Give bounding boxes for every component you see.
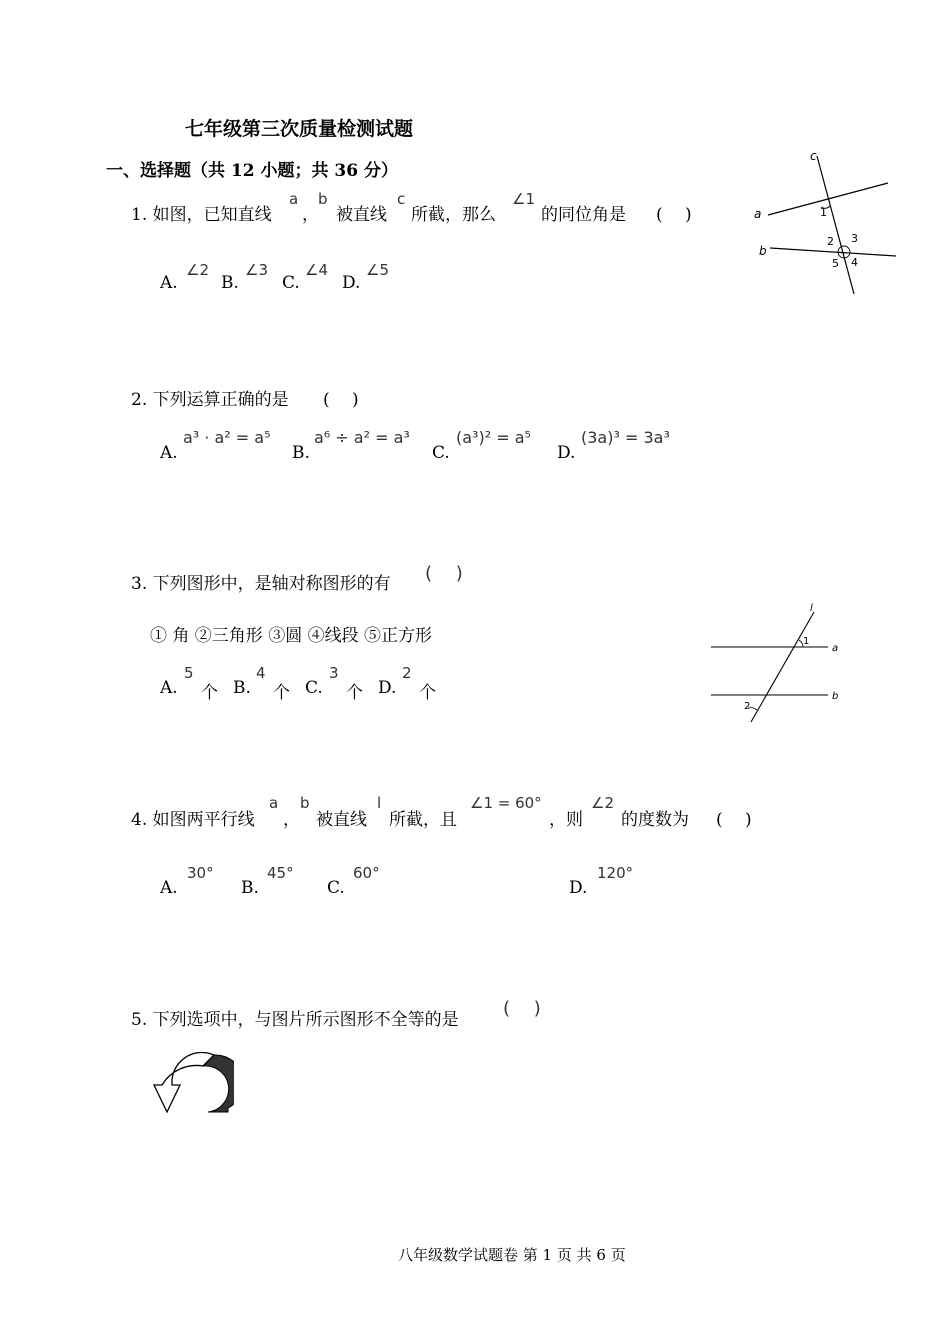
q4-var-l: l bbox=[377, 794, 382, 812]
q4-var-b: b bbox=[300, 794, 310, 812]
q1-stem-part1: 1. 如图，已知直线 bbox=[131, 205, 272, 225]
q1-fig-label-c: c bbox=[810, 149, 817, 163]
q3-option-a-value: 5 bbox=[184, 664, 194, 682]
q4-stem-part4: ，则 bbox=[549, 810, 583, 830]
q1-option-c-value: ∠4 bbox=[305, 261, 328, 279]
q4-line-l bbox=[751, 612, 814, 722]
q1-fig-label-2: 2 bbox=[827, 235, 834, 248]
q4-stem-part5: 的度数为 bbox=[621, 810, 689, 830]
q2-option-b-value: a⁶ ÷ a² = a³ bbox=[314, 428, 410, 447]
q5-arrow-head-outline bbox=[154, 1052, 214, 1112]
q1-line-a bbox=[768, 183, 888, 215]
q2-option-c-value: (a³)² = a⁵ bbox=[456, 428, 531, 447]
q2-option-b-label: B. bbox=[292, 443, 310, 463]
q1-option-a-label: A. bbox=[160, 273, 178, 293]
q1-fig-label-a: a bbox=[754, 207, 762, 221]
q4-option-d-label: D. bbox=[569, 878, 588, 898]
q1-angle: ∠1 bbox=[512, 190, 535, 208]
q4-var-a: a bbox=[269, 794, 279, 812]
q1-option-d-value: ∠5 bbox=[366, 261, 389, 279]
q4-option-a-label: A. bbox=[160, 878, 178, 898]
q4-answer-paren: ( ) bbox=[716, 810, 752, 830]
q3-option-b-value: 4 bbox=[256, 664, 266, 682]
page-footer: 八年级数学试题卷 第 1 页 共 6 页 bbox=[398, 1246, 626, 1264]
q1-option-c-label: C. bbox=[282, 273, 300, 293]
q1-option-d-label: D. bbox=[342, 273, 361, 293]
q3-option-c-value: 3 bbox=[329, 664, 339, 682]
q1-sep: ， bbox=[302, 205, 319, 225]
q2-option-a-value: a³ · a² = a⁵ bbox=[183, 428, 271, 447]
q1-fig-label-4: 4 bbox=[851, 256, 858, 269]
q1-stem-part4: 的同位角是 bbox=[541, 205, 626, 225]
q4-condition: ∠1 = 60° bbox=[470, 794, 542, 812]
q3-stem: 3. 下列图形中，是轴对称图形的有 bbox=[131, 574, 391, 594]
q4-stem-part2: 被直线 bbox=[316, 810, 367, 830]
q1-fig-label-3: 3 bbox=[851, 232, 858, 245]
q1-var-b: b bbox=[318, 190, 328, 208]
section-heading: 一、选择题（共 12 小题；共 36 分） bbox=[106, 161, 398, 181]
q2-option-a-label: A. bbox=[160, 443, 178, 463]
q4-figure bbox=[704, 600, 854, 725]
q4-fig-label-l: l bbox=[810, 603, 813, 614]
q4-option-c-value: 60° bbox=[353, 864, 380, 882]
q4-option-b-value: 45° bbox=[267, 864, 294, 882]
q2-option-d-value: (3a)³ = 3a³ bbox=[581, 428, 670, 447]
q3-option-d-value: 2 bbox=[402, 664, 412, 682]
q4-fig-label-1: 1 bbox=[803, 636, 810, 647]
q1-fig-label-5: 5 bbox=[832, 257, 839, 270]
q4-fig-label-b: b bbox=[832, 691, 839, 702]
q1-fig-label-1: 1 bbox=[820, 206, 827, 219]
q5-arrow-tail-shaded bbox=[203, 1055, 234, 1112]
q1-var-c: c bbox=[397, 190, 406, 208]
q5-curved-arrow-figure bbox=[150, 1052, 234, 1116]
q5-answer-paren: ( ) bbox=[503, 998, 541, 1019]
q1-answer-paren: ( ) bbox=[656, 205, 692, 225]
q4-fig-label-2: 2 bbox=[744, 701, 751, 712]
q1-line-b bbox=[770, 248, 896, 256]
page-title: 七年级第三次质量检测试题 bbox=[185, 118, 414, 140]
q2-option-d-label: D. bbox=[557, 443, 576, 463]
q1-option-b-value: ∠3 bbox=[245, 261, 268, 279]
q3-option-c-label: C. bbox=[305, 678, 323, 698]
q3-option-a-unit: 个 bbox=[201, 683, 218, 703]
q1-line-c bbox=[817, 156, 854, 294]
q1-stem-part2: 被直线 bbox=[336, 205, 387, 225]
q1-figure bbox=[748, 146, 900, 296]
q3-option-b-unit: 个 bbox=[273, 683, 290, 703]
q3-option-d-label: D. bbox=[378, 678, 397, 698]
q1-option-b-label: B. bbox=[221, 273, 239, 293]
q5-stem: 5. 下列选项中，与图片所示图形不全等的是 bbox=[131, 1010, 459, 1030]
q3-option-b-label: B. bbox=[233, 678, 251, 698]
q1-var-a: a bbox=[289, 190, 299, 208]
q4-sep: ， bbox=[283, 810, 300, 830]
q4-fig-label-a: a bbox=[832, 643, 839, 654]
q4-option-b-label: B. bbox=[241, 878, 259, 898]
q4-stem-part3: 所截，且 bbox=[389, 810, 457, 830]
q2-stem: 2. 下列运算正确的是 bbox=[131, 390, 289, 410]
q3-option-c-unit: 个 bbox=[346, 683, 363, 703]
q1-option-a-value: ∠2 bbox=[186, 261, 209, 279]
q2-option-c-label: C. bbox=[432, 443, 450, 463]
q1-stem-part3: 所截，那么 bbox=[411, 205, 496, 225]
q4-option-a-value: 30° bbox=[187, 864, 214, 882]
q4-stem-part1: 4. 如图两平行线 bbox=[131, 810, 255, 830]
q1-fig-label-b: b bbox=[759, 244, 767, 258]
q3-option-d-unit: 个 bbox=[419, 683, 436, 703]
q2-answer-paren: ( ) bbox=[323, 390, 359, 410]
q4-option-d-value: 120° bbox=[597, 864, 634, 882]
q4-angle: ∠2 bbox=[591, 794, 614, 812]
q3-option-a-label: A. bbox=[160, 678, 178, 698]
q3-shape-list: ① 角 ②三角形 ③圆 ④线段 ⑤正方形 bbox=[150, 626, 433, 646]
q3-answer-paren: ( ) bbox=[425, 563, 463, 584]
q4-option-c-label: C. bbox=[327, 878, 345, 898]
